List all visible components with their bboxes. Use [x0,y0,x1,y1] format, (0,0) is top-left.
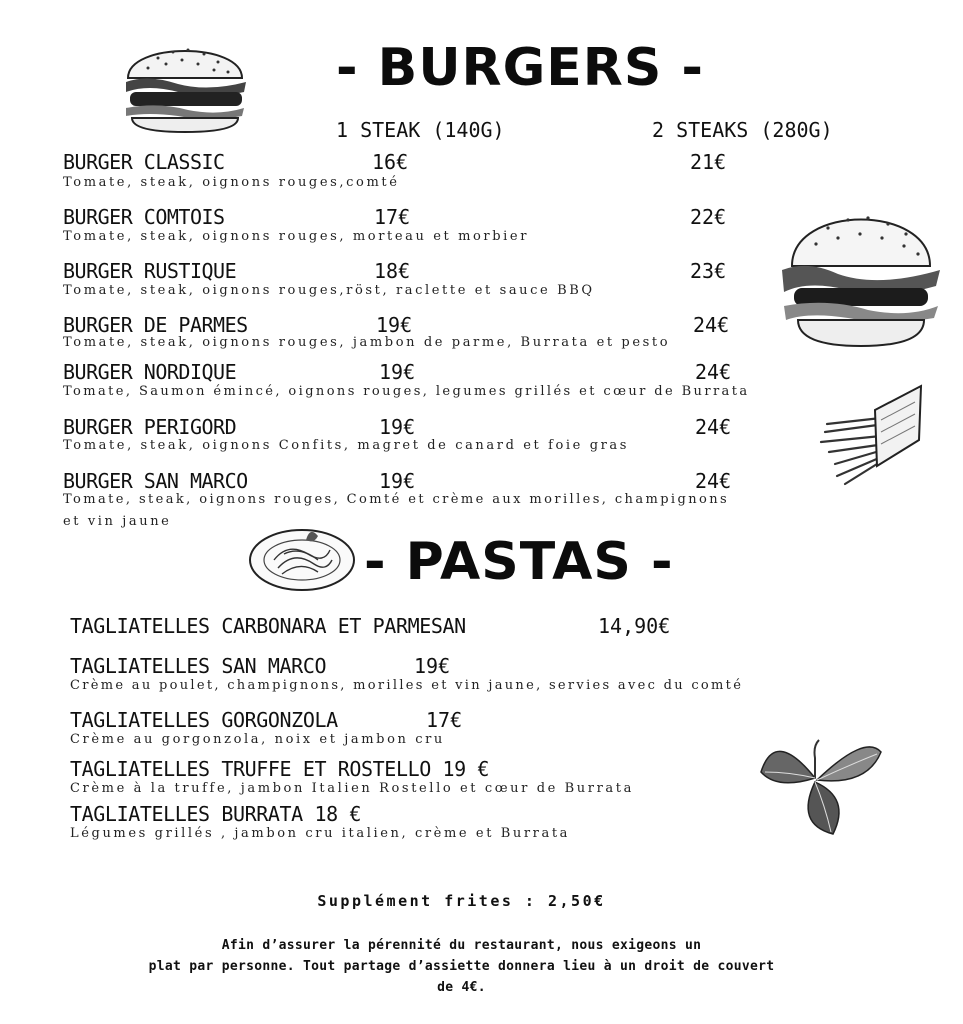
burger-illustration-right [778,200,944,352]
burger-description: Tomate, steak, oignons Confits, magret de canard et foie gras [63,438,630,453]
burger-description: Tomate, steak, oignons rouges,röst, raclette et sauce BBQ [63,283,595,298]
pasta-plate-illustration [248,520,356,592]
pasta-description: Crème au gorgonzola, noix et jambon cru [70,732,445,747]
pasta-name: TAGLIATELLES CARBONARA ET PARMESAN [70,614,466,638]
burger-name: BURGER PERIGORD [63,415,237,439]
burger-name: BURGER SAN MARCO [63,469,248,493]
pasta-name: TAGLIATELLES SAN MARCO [70,654,327,678]
burger-name: BURGER COMTOIS [63,205,225,229]
burger-price-1-steak: 17€ [374,205,411,229]
fries-illustration [815,380,927,490]
burger-description: Tomate, Saumon émincé, oignons rouges, legumes grillés et cœur de Burrata [63,384,750,399]
pasta-price: 17€ [426,708,463,732]
pasta-description: Crème à la truffe, jambon Italien Rostello et cœur de Burrata [70,781,634,796]
sharing-policy-line-1: Afin d’assurer la pérennité du restaurant, nous exigeons un [221,938,702,953]
burger-name: BURGER RUSTIQUE [63,259,237,283]
sharing-policy-line-2: plat par personne. Tout partage d’assiette donnera lieu à un droit de couvert [148,959,775,974]
pastas-title: - PASTAS - [364,532,674,592]
fries-supplement: Supplément frites : 2,50€ [317,892,606,910]
pasta-description: Légumes grillés , jambon cru italien, crème et Burrata [70,826,571,841]
pasta-name: TAGLIATELLES TRUFFE ET ROSTELLO 19 € [70,757,490,781]
burgers-title: - BURGERS - [336,38,704,98]
burger-description: Tomate, steak, oignons rouges,comté [63,175,400,190]
burger-price-1-steak: 19€ [376,313,413,337]
pasta-price: 14,90€ [598,614,671,638]
column-header-1-steak: 1 STEAK (140G) [336,118,505,142]
burger-illustration-top [118,32,252,136]
burger-price-1-steak: 18€ [374,259,411,283]
burger-price-1-steak: 19€ [379,415,416,439]
burger-description-continued: et vin jaune [63,514,172,529]
burger-price-2-steaks: 24€ [695,360,732,384]
basil-illustration [755,728,883,838]
pasta-price: 19€ [414,654,451,678]
burger-name: BURGER NORDIQUE [63,360,237,384]
burger-price-2-steaks: 24€ [695,415,732,439]
burger-price-2-steaks: 24€ [693,313,730,337]
pasta-name: TAGLIATELLES GORGONZOLA [70,708,338,732]
burger-name: BURGER CLASSIC [63,150,225,174]
column-header-2-steaks: 2 STEAKS (280G) [652,118,833,142]
burger-name: BURGER DE PARMES [63,313,248,337]
pasta-description: Crème au poulet, champignons, morilles et vin jaune, servies avec du comté [70,678,744,693]
burger-price-1-steak: 16€ [372,150,409,174]
burger-price-2-steaks: 21€ [690,150,727,174]
burger-description: Tomate, steak, oignons rouges, jambon de parme, Burrata et pesto [63,335,671,350]
sharing-policy-line-3: de 4€. [437,980,486,995]
burger-price-2-steaks: 24€ [695,469,732,493]
burger-description: Tomate, steak, oignons rouges, morteau et morbier [63,229,530,244]
burger-price-1-steak: 19€ [379,360,416,384]
burger-price-2-steaks: 23€ [690,259,727,283]
burger-price-1-steak: 19€ [379,469,416,493]
burger-description: Tomate, steak, oignons rouges, Comté et crème aux morilles, champignons [63,492,730,507]
burger-price-2-steaks: 22€ [690,205,727,229]
pasta-name: TAGLIATELLES BURRATA 18 € [70,802,362,826]
